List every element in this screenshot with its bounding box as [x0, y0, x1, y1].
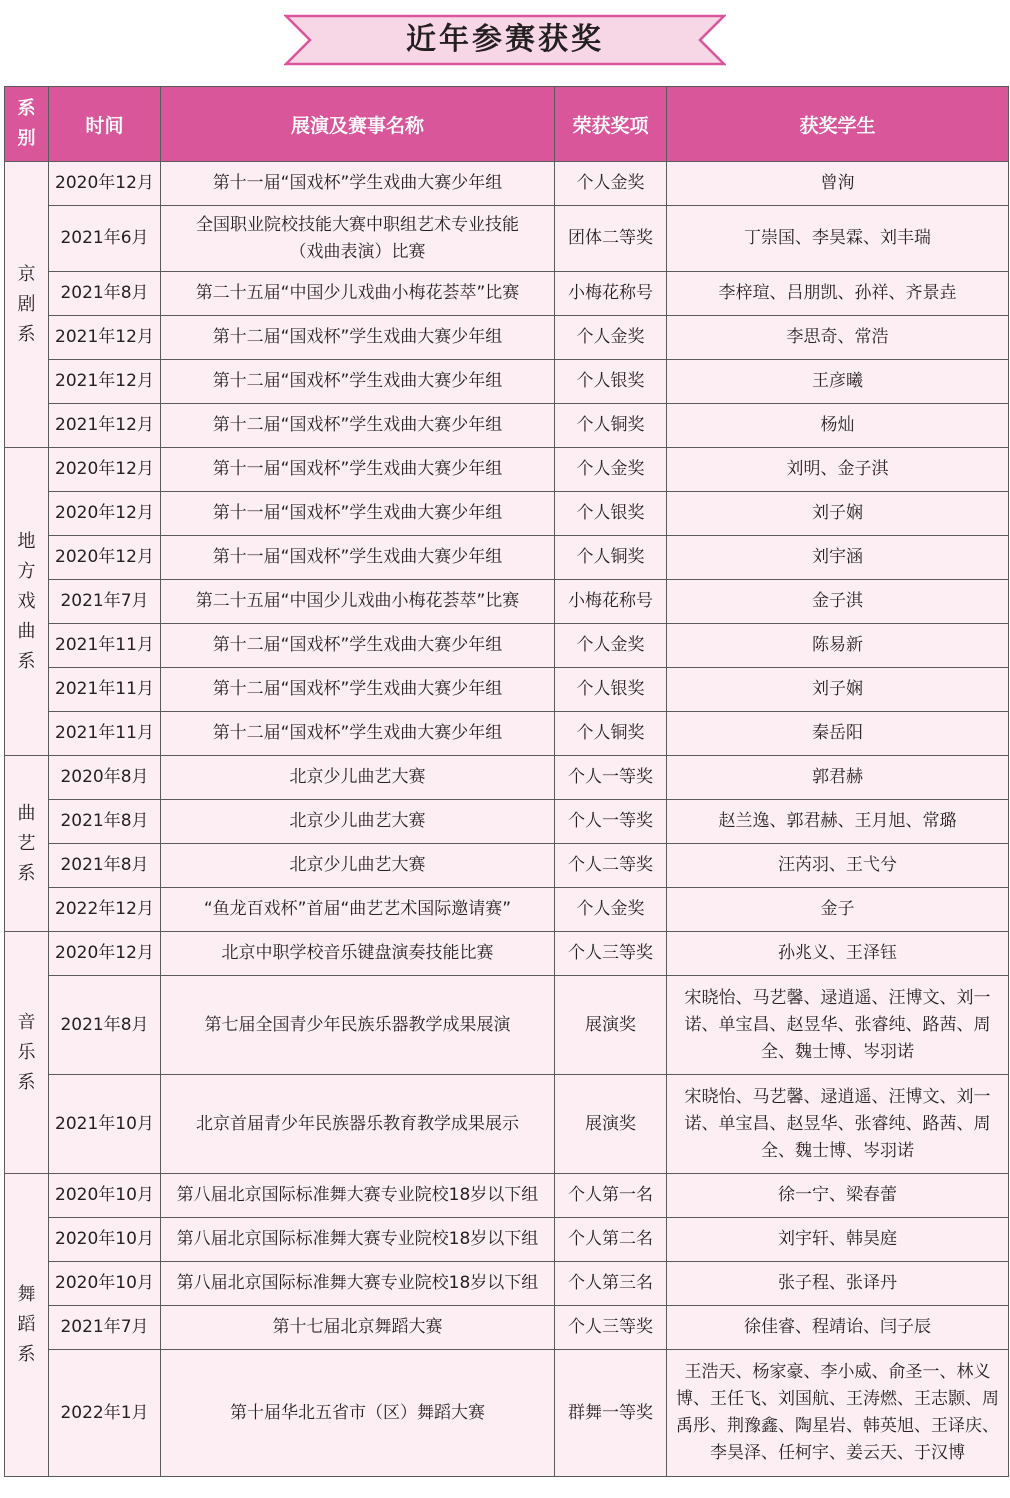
cell-award: 个人一等奖	[555, 800, 667, 844]
dept-cell: 京剧系	[5, 162, 49, 448]
cell-students: 刘宇轩、韩昊庭	[667, 1218, 1009, 1262]
table-row	[5, 162, 1009, 206]
cell-event: 第十二届“国戏杯”学生戏曲大赛少年组	[161, 316, 555, 360]
cell-event: 第十二届“国戏杯”学生戏曲大赛少年组	[161, 404, 555, 448]
cell-time: 2021年11月	[49, 712, 161, 756]
cell-students: 刘子娴	[667, 492, 1009, 536]
cell-event: 第十二届“国戏杯”学生戏曲大赛少年组	[161, 624, 555, 668]
table-body	[5, 162, 1009, 1477]
cell-students: 丁崇国、李昊霖、刘丰瑞	[667, 206, 1009, 272]
cell-event: 第八届北京国际标准舞大赛专业院校18岁以下组	[161, 1262, 555, 1306]
cell-time: 2020年10月	[49, 1174, 161, 1218]
cell-event: 北京少儿曲艺大赛	[161, 756, 555, 800]
cell-award: 小梅花称号	[555, 272, 667, 316]
table-row	[5, 272, 1009, 316]
cell-time: 2021年10月	[49, 1075, 161, 1174]
cell-students: 郭君赫	[667, 756, 1009, 800]
table-row	[5, 448, 1009, 492]
table-row	[5, 1306, 1009, 1350]
cell-time: 2021年8月	[49, 976, 161, 1075]
cell-event: 北京少儿曲艺大赛	[161, 844, 555, 888]
cell-time: 2020年12月	[49, 932, 161, 976]
cell-event: 第十一届“国戏杯”学生戏曲大赛少年组	[161, 536, 555, 580]
cell-event: 第十二届“国戏杯”学生戏曲大赛少年组	[161, 360, 555, 404]
cell-award: 个人铜奖	[555, 404, 667, 448]
dept-cell: 曲艺系	[5, 756, 49, 932]
cell-event: 北京少儿曲艺大赛	[161, 800, 555, 844]
cell-award: 个人一等奖	[555, 756, 667, 800]
cell-students: 徐佳睿、程靖诒、闫子辰	[667, 1306, 1009, 1350]
cell-students: 李梓瑄、吕朋凯、孙祥、齐景垚	[667, 272, 1009, 316]
cell-time: 2020年10月	[49, 1262, 161, 1306]
cell-event: 全国职业院校技能大赛中职组艺术专业技能（戏曲表演）比赛	[161, 206, 555, 272]
cell-time: 2021年8月	[49, 272, 161, 316]
title-banner	[284, 14, 726, 66]
table-row	[5, 756, 1009, 800]
cell-event: 第二十五届“中国少儿戏曲小梅花荟萃”比赛	[161, 272, 555, 316]
cell-students: 宋晓怡、马艺馨、逯逍遥、汪博文、刘一诺、单宝昌、赵昱华、张睿纯、路茜、周全、魏士博、岑羽诺	[667, 976, 1009, 1075]
header-event: 展演及赛事名称	[161, 87, 555, 162]
cell-time: 2020年10月	[49, 1218, 161, 1262]
table-row	[5, 932, 1009, 976]
table-row	[5, 800, 1009, 844]
dept-cell: 舞蹈系	[5, 1174, 49, 1477]
header-time: 时间	[49, 87, 161, 162]
cell-students: 张子程、张译丹	[667, 1262, 1009, 1306]
table-row	[5, 1075, 1009, 1174]
dept-cell: 音乐系	[5, 932, 49, 1174]
cell-event: 第八届北京国际标准舞大赛专业院校18岁以下组	[161, 1218, 555, 1262]
header-students: 获奖学生	[667, 87, 1009, 162]
table-row	[5, 1262, 1009, 1306]
cell-time: 2021年11月	[49, 624, 161, 668]
cell-students: 曾洵	[667, 162, 1009, 206]
table-row	[5, 536, 1009, 580]
cell-students: 徐一宁、梁春蕾	[667, 1174, 1009, 1218]
cell-students: 李思奇、常浩	[667, 316, 1009, 360]
cell-award: 群舞一等奖	[555, 1350, 667, 1477]
cell-students: 王浩天、杨家豪、李小威、俞圣一、林义博、王任飞、刘国航、王涛燃、王志颢、周禹彤、荆豫鑫、陶星岩、韩英旭、王译庆、李昊泽、任柯宇、姜云天、于汉博	[667, 1350, 1009, 1477]
cell-award: 个人银奖	[555, 492, 667, 536]
table-row	[5, 404, 1009, 448]
cell-time: 2022年1月	[49, 1350, 161, 1477]
cell-event: 第七届全国青少年民族乐器教学成果展演	[161, 976, 555, 1075]
table-row	[5, 1218, 1009, 1262]
cell-students: 秦岳阳	[667, 712, 1009, 756]
cell-students: 金子淇	[667, 580, 1009, 624]
cell-students: 杨灿	[667, 404, 1009, 448]
cell-event: 第十一届“国戏杯”学生戏曲大赛少年组	[161, 448, 555, 492]
table-row	[5, 976, 1009, 1075]
cell-time: 2022年12月	[49, 888, 161, 932]
cell-event: 第十二届“国戏杯”学生戏曲大赛少年组	[161, 668, 555, 712]
table-row	[5, 492, 1009, 536]
cell-time: 2021年12月	[49, 316, 161, 360]
cell-students: 金子	[667, 888, 1009, 932]
cell-time: 2020年8月	[49, 756, 161, 800]
cell-students: 陈易新	[667, 624, 1009, 668]
cell-time: 2020年12月	[49, 162, 161, 206]
cell-award: 个人金奖	[555, 624, 667, 668]
cell-time: 2020年12月	[49, 448, 161, 492]
cell-time: 2020年12月	[49, 492, 161, 536]
cell-award: 个人银奖	[555, 360, 667, 404]
table-row	[5, 316, 1009, 360]
header-award: 荣获奖项	[555, 87, 667, 162]
cell-award: 团体二等奖	[555, 206, 667, 272]
cell-award: 个人铜奖	[555, 536, 667, 580]
awards-table	[4, 86, 1009, 1477]
cell-award: 个人金奖	[555, 888, 667, 932]
cell-award: 个人铜奖	[555, 712, 667, 756]
header-dept: 系别	[5, 87, 49, 162]
table-row	[5, 624, 1009, 668]
cell-award: 个人金奖	[555, 162, 667, 206]
cell-award: 展演奖	[555, 1075, 667, 1174]
cell-time: 2021年11月	[49, 668, 161, 712]
table-row	[5, 1350, 1009, 1477]
cell-award: 个人银奖	[555, 668, 667, 712]
table-row	[5, 844, 1009, 888]
cell-event: 第十一届“国戏杯”学生戏曲大赛少年组	[161, 162, 555, 206]
cell-award: 个人第一名	[555, 1174, 667, 1218]
cell-time: 2021年8月	[49, 844, 161, 888]
table-header-row	[5, 87, 1009, 162]
cell-students: 孙兆义、王泽钰	[667, 932, 1009, 976]
cell-award: 展演奖	[555, 976, 667, 1075]
cell-time: 2020年12月	[49, 536, 161, 580]
cell-time: 2021年6月	[49, 206, 161, 272]
table-row	[5, 712, 1009, 756]
cell-students: 宋晓怡、马艺馨、逯逍遥、汪博文、刘一诺、单宝昌、赵昱华、张睿纯、路茜、周全、魏士博、岑羽诺	[667, 1075, 1009, 1174]
cell-event: 第十七届北京舞蹈大赛	[161, 1306, 555, 1350]
cell-event: 北京中职学校音乐键盘演奏技能比赛	[161, 932, 555, 976]
cell-event: 第十一届“国戏杯”学生戏曲大赛少年组	[161, 492, 555, 536]
cell-time: 2021年8月	[49, 800, 161, 844]
cell-event: “鱼龙百戏杯”首届“曲艺艺术国际邀请赛”	[161, 888, 555, 932]
cell-event: 第十届华北五省市（区）舞蹈大赛	[161, 1350, 555, 1477]
cell-award: 小梅花称号	[555, 580, 667, 624]
cell-event: 北京首届青少年民族器乐教育教学成果展示	[161, 1075, 555, 1174]
cell-award: 个人三等奖	[555, 1306, 667, 1350]
table-row	[5, 1174, 1009, 1218]
page-title: 近年参赛获奖	[406, 22, 604, 57]
cell-students: 王彦曦	[667, 360, 1009, 404]
table-row	[5, 888, 1009, 932]
cell-students: 汪芮羽、王弋兮	[667, 844, 1009, 888]
cell-event: 第八届北京国际标准舞大赛专业院校18岁以下组	[161, 1174, 555, 1218]
cell-students: 赵兰逸、郭君赫、王月旭、常璐	[667, 800, 1009, 844]
cell-students: 刘子娴	[667, 668, 1009, 712]
cell-award: 个人二等奖	[555, 844, 667, 888]
table-row	[5, 206, 1009, 272]
cell-students: 刘明、金子淇	[667, 448, 1009, 492]
cell-award: 个人三等奖	[555, 932, 667, 976]
cell-time: 2021年12月	[49, 404, 161, 448]
table-row	[5, 580, 1009, 624]
dept-cell: 地方戏曲系	[5, 448, 49, 756]
table-row	[5, 668, 1009, 712]
cell-award: 个人第二名	[555, 1218, 667, 1262]
cell-event: 第二十五届“中国少儿戏曲小梅花荟萃”比赛	[161, 580, 555, 624]
cell-award: 个人金奖	[555, 448, 667, 492]
cell-award: 个人第三名	[555, 1262, 667, 1306]
cell-time: 2021年12月	[49, 360, 161, 404]
cell-event: 第十二届“国戏杯”学生戏曲大赛少年组	[161, 712, 555, 756]
cell-award: 个人金奖	[555, 316, 667, 360]
cell-time: 2021年7月	[49, 580, 161, 624]
cell-time: 2021年7月	[49, 1306, 161, 1350]
cell-students: 刘宇涵	[667, 536, 1009, 580]
table-row	[5, 360, 1009, 404]
